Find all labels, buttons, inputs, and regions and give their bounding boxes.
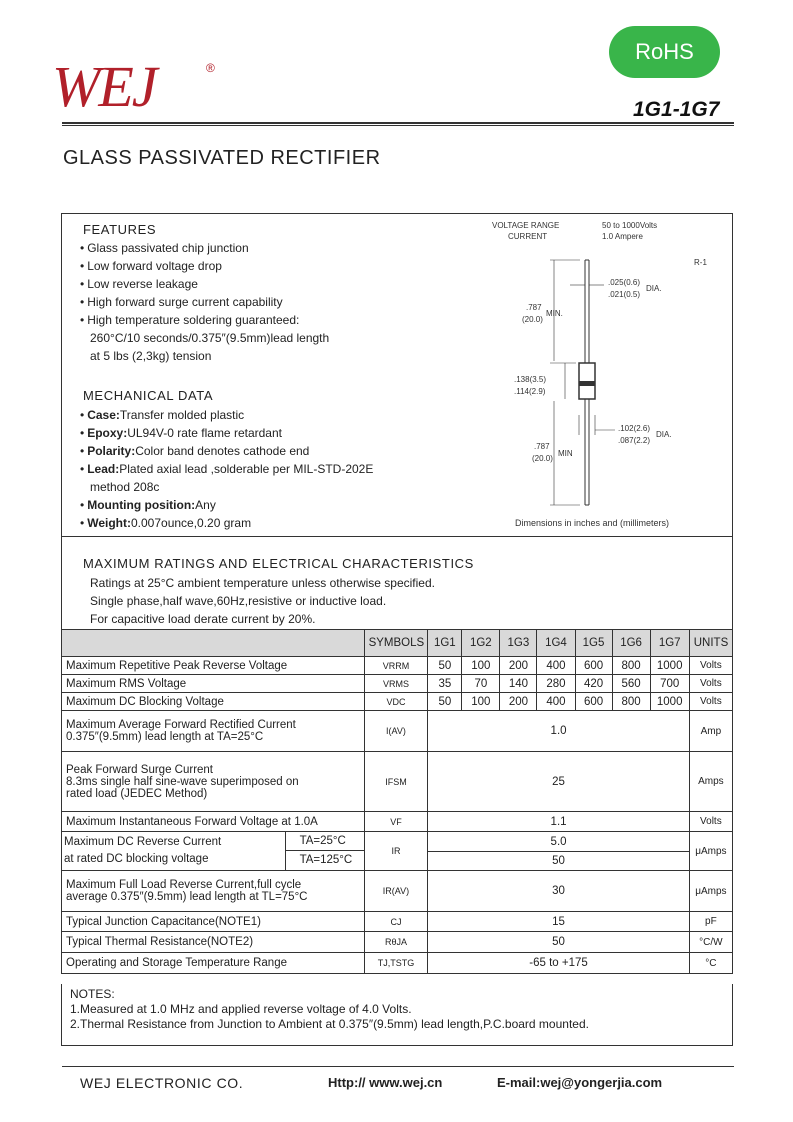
- list-item: • Low forward voltage drop: [80, 257, 329, 275]
- unit-cell: μAmps: [689, 832, 732, 871]
- header-divider-thin: [62, 125, 734, 126]
- list-item: • Case:Transfer molded plastic: [80, 406, 373, 424]
- value-cell: 140: [500, 675, 537, 693]
- list-item: • Polarity:Color band denotes cathode end: [80, 442, 373, 460]
- list-item: • Weight:0.007ounce,0.20 gram: [80, 514, 373, 532]
- lead-dia-label: DIA.: [646, 284, 662, 293]
- param-cell: Maximum Instantaneous Forward Voltage at 1.0A: [62, 812, 365, 832]
- lead-length-bottom: (20.0): [522, 315, 543, 324]
- body-dia-top: .102(2.6): [618, 424, 651, 433]
- value-cell: 700: [650, 675, 689, 693]
- table-header-row: [62, 630, 733, 657]
- symbol-cell: CJ: [364, 912, 428, 932]
- table-row: [62, 812, 733, 832]
- value-cell: 600: [575, 657, 612, 675]
- value-cell: 50: [428, 657, 462, 675]
- table-row: [62, 953, 733, 974]
- unit-cell: Volts: [689, 812, 732, 832]
- symbol-cell: I(AV): [364, 711, 428, 752]
- table-row: [62, 711, 733, 752]
- ratings-table: [61, 629, 733, 974]
- header-model: 1G4: [537, 630, 575, 657]
- value-cell: 100: [462, 693, 500, 711]
- value-cell: 1000: [650, 693, 689, 711]
- table-row: [62, 871, 733, 912]
- value-cell: 50: [428, 932, 689, 953]
- features-heading: FEATURES: [83, 222, 157, 237]
- header-model: 1G6: [612, 630, 650, 657]
- param-cell: Maximum DC Reverse Current at rated DC blocking voltage TA=25°C TA=125°C: [62, 832, 365, 871]
- value-cell: 15: [428, 912, 689, 932]
- lead-dia-top: .025(0.6): [608, 278, 641, 287]
- header-model: 1G3: [500, 630, 537, 657]
- header-divider: [62, 122, 734, 124]
- package-diagram: [470, 215, 732, 535]
- note-1: 1.Measured at 1.0 MHz and applied reverse voltage of 4.0 Volts.: [70, 1002, 412, 1016]
- voltage-range-label: VOLTAGE RANGE: [492, 221, 560, 230]
- unit-cell: °C: [689, 953, 732, 974]
- ratings-line-1: Ratings at 25°C ambient temperature unless otherwise specified.: [90, 576, 435, 590]
- header-symbols: SYMBOLS: [364, 630, 428, 657]
- symbol-cell: TJ,TSTG: [364, 953, 428, 974]
- list-item-continued: 260°C/10 seconds/0.375″(9.5mm)lead length: [90, 331, 330, 345]
- unit-cell: °C/W: [689, 932, 732, 953]
- list-item: • Mounting position:Any: [80, 496, 373, 514]
- body-dia-label: DIA.: [656, 430, 672, 439]
- list-item: • High forward surge current capability: [80, 293, 329, 311]
- footer-website[interactable]: Http:// www.wej.cn: [328, 1075, 443, 1090]
- table-row: [62, 657, 733, 675]
- header-model: 1G5: [575, 630, 612, 657]
- symbol-cell: IR: [364, 832, 428, 871]
- table-row: [62, 752, 733, 812]
- value-cell: 200: [500, 657, 537, 675]
- ratings-line-3: For capacitive load derate current by 20%.: [90, 612, 316, 626]
- mechanical-list: [80, 406, 373, 532]
- notes-section: [61, 984, 733, 1046]
- table-row: [62, 832, 733, 871]
- value-cell: 400: [537, 657, 575, 675]
- unit-cell: μAmps: [689, 871, 732, 912]
- value-cell: 560: [612, 675, 650, 693]
- lead-length2-min: MIN: [558, 449, 573, 458]
- value-cell: 1.1: [428, 812, 689, 832]
- value-cell: 35: [428, 675, 462, 693]
- body-length-bottom: .114(2.9): [514, 387, 546, 396]
- header-units: UNITS: [689, 630, 732, 657]
- note-2: 2.Thermal Resistance from Junction to Ambient at 0.375″(9.5mm) lead length,P.C.board mounted.: [70, 1017, 589, 1031]
- footer-email[interactable]: E-mail:wej@yongerjia.com: [497, 1075, 663, 1090]
- package-type: R-1: [694, 258, 707, 267]
- value-cell: 200: [500, 693, 537, 711]
- list-item: • Epoxy:UL94V-0 rate flame retardant: [80, 424, 373, 442]
- body-dia-bottom: .087(2.2): [618, 436, 651, 445]
- unit-cell: Amp: [689, 711, 732, 752]
- list-item: • Glass passivated chip junction: [80, 239, 329, 257]
- list-item: • Lead:Plated axial lead ,solderable per MIL-STD-202E: [80, 460, 373, 478]
- param-cell: Maximum Repetitive Peak Reverse Voltage: [62, 657, 365, 675]
- param-cell: Maximum Average Forward Rectified Current 0.375″(9.5mm) lead length at TA=25°C: [62, 711, 365, 752]
- table-row: [62, 912, 733, 932]
- lead-length-top: .787: [526, 303, 542, 312]
- header-model: 1G2: [462, 630, 500, 657]
- symbol-cell: IR(AV): [364, 871, 428, 912]
- symbol-cell: VRRM: [364, 657, 428, 675]
- features-list: [80, 239, 329, 365]
- current-label: CURRENT: [508, 232, 548, 241]
- param-cell: Maximum DC Blocking Voltage: [62, 693, 365, 711]
- diode-outline: [470, 215, 732, 535]
- value-cell: 600: [575, 693, 612, 711]
- value-cell: -65 to +175: [428, 953, 689, 974]
- value-cell: 50: [428, 693, 462, 711]
- unit-cell: Amps: [689, 752, 732, 812]
- param-cell: Operating and Storage Temperature Range: [62, 953, 365, 974]
- value-cell: 800: [612, 693, 650, 711]
- lead-length2-top: .787: [534, 442, 550, 451]
- current-value: 1.0 Ampere: [602, 232, 643, 241]
- value-cell: 400: [537, 693, 575, 711]
- mechanical-heading: MECHANICAL DATA: [83, 388, 214, 403]
- list-item: • Low reverse leakage: [80, 275, 329, 293]
- symbol-cell: VF: [364, 812, 428, 832]
- value-cell: 420: [575, 675, 612, 693]
- body-length-top: .138(3.5): [514, 375, 547, 384]
- header-param: [62, 630, 365, 657]
- table-row: [62, 675, 733, 693]
- value-cell: 800: [612, 657, 650, 675]
- value-cell: 5.0 50: [428, 832, 689, 871]
- table-row: [62, 932, 733, 953]
- lead-length2-bottom: (20.0): [532, 454, 553, 463]
- part-number: 1G1-1G7: [633, 98, 720, 121]
- value-cell: 280: [537, 675, 575, 693]
- value-cell: 1000: [650, 657, 689, 675]
- unit-cell: pF: [689, 912, 732, 932]
- footer-company: WEJ ELECTRONIC CO.: [80, 1075, 244, 1091]
- ratings-heading: MAXIMUM RATINGS AND ELECTRICAL CHARACTERISTICS: [83, 556, 474, 571]
- lead-length-min: MIN.: [546, 309, 563, 318]
- notes-heading: NOTES:: [70, 987, 115, 1001]
- header-model: 1G1: [428, 630, 462, 657]
- param-cell: Typical Junction Capacitance(NOTE1): [62, 912, 365, 932]
- page-title: GLASS PASSIVATED RECTIFIER: [63, 147, 381, 169]
- rohs-badge: RoHS: [609, 26, 720, 78]
- footer-divider: [62, 1066, 734, 1067]
- voltage-range-value: 50 to 1000Volts: [602, 221, 658, 230]
- value-cell: 25: [428, 752, 689, 812]
- unit-cell: Volts: [689, 675, 732, 693]
- ratings-line-2: Single phase,half wave,60Hz,resistive or inductive load.: [90, 594, 387, 608]
- symbol-cell: VRMS: [364, 675, 428, 693]
- value-cell: 70: [462, 675, 500, 693]
- param-cell: Peak Forward Surge Current 8.3ms single half sine-wave superimposed on rated load (JEDEC Method): [62, 752, 365, 812]
- company-logo: WEJ: [52, 54, 156, 119]
- list-item: • High temperature soldering guaranteed:: [80, 311, 329, 329]
- registered-mark: ®: [206, 61, 215, 75]
- lead-dia-bottom: .021(0.5): [608, 290, 641, 299]
- dimensions-caption: Dimensions in inches and (millimeters): [515, 518, 670, 528]
- symbol-cell: RθJA: [364, 932, 428, 953]
- value-cell: 30: [428, 871, 689, 912]
- unit-cell: Volts: [689, 657, 732, 675]
- list-item-continued: method 208c: [90, 480, 160, 494]
- value-cell: 1.0: [428, 711, 689, 752]
- table-row: [62, 693, 733, 711]
- header-model: 1G7: [650, 630, 689, 657]
- list-item-continued: at 5 lbs (2,3kg) tension: [90, 349, 212, 363]
- param-cell: Maximum Full Load Reverse Current,full cycle average 0.375″(9.5mm) lead length at TL=75°C: [62, 871, 365, 912]
- param-cell: Maximum RMS Voltage: [62, 675, 365, 693]
- value-cell: 100: [462, 657, 500, 675]
- unit-cell: Volts: [689, 693, 732, 711]
- param-cell: Typical Thermal Resistance(NOTE2): [62, 932, 365, 953]
- symbol-cell: IFSM: [364, 752, 428, 812]
- symbol-cell: VDC: [364, 693, 428, 711]
